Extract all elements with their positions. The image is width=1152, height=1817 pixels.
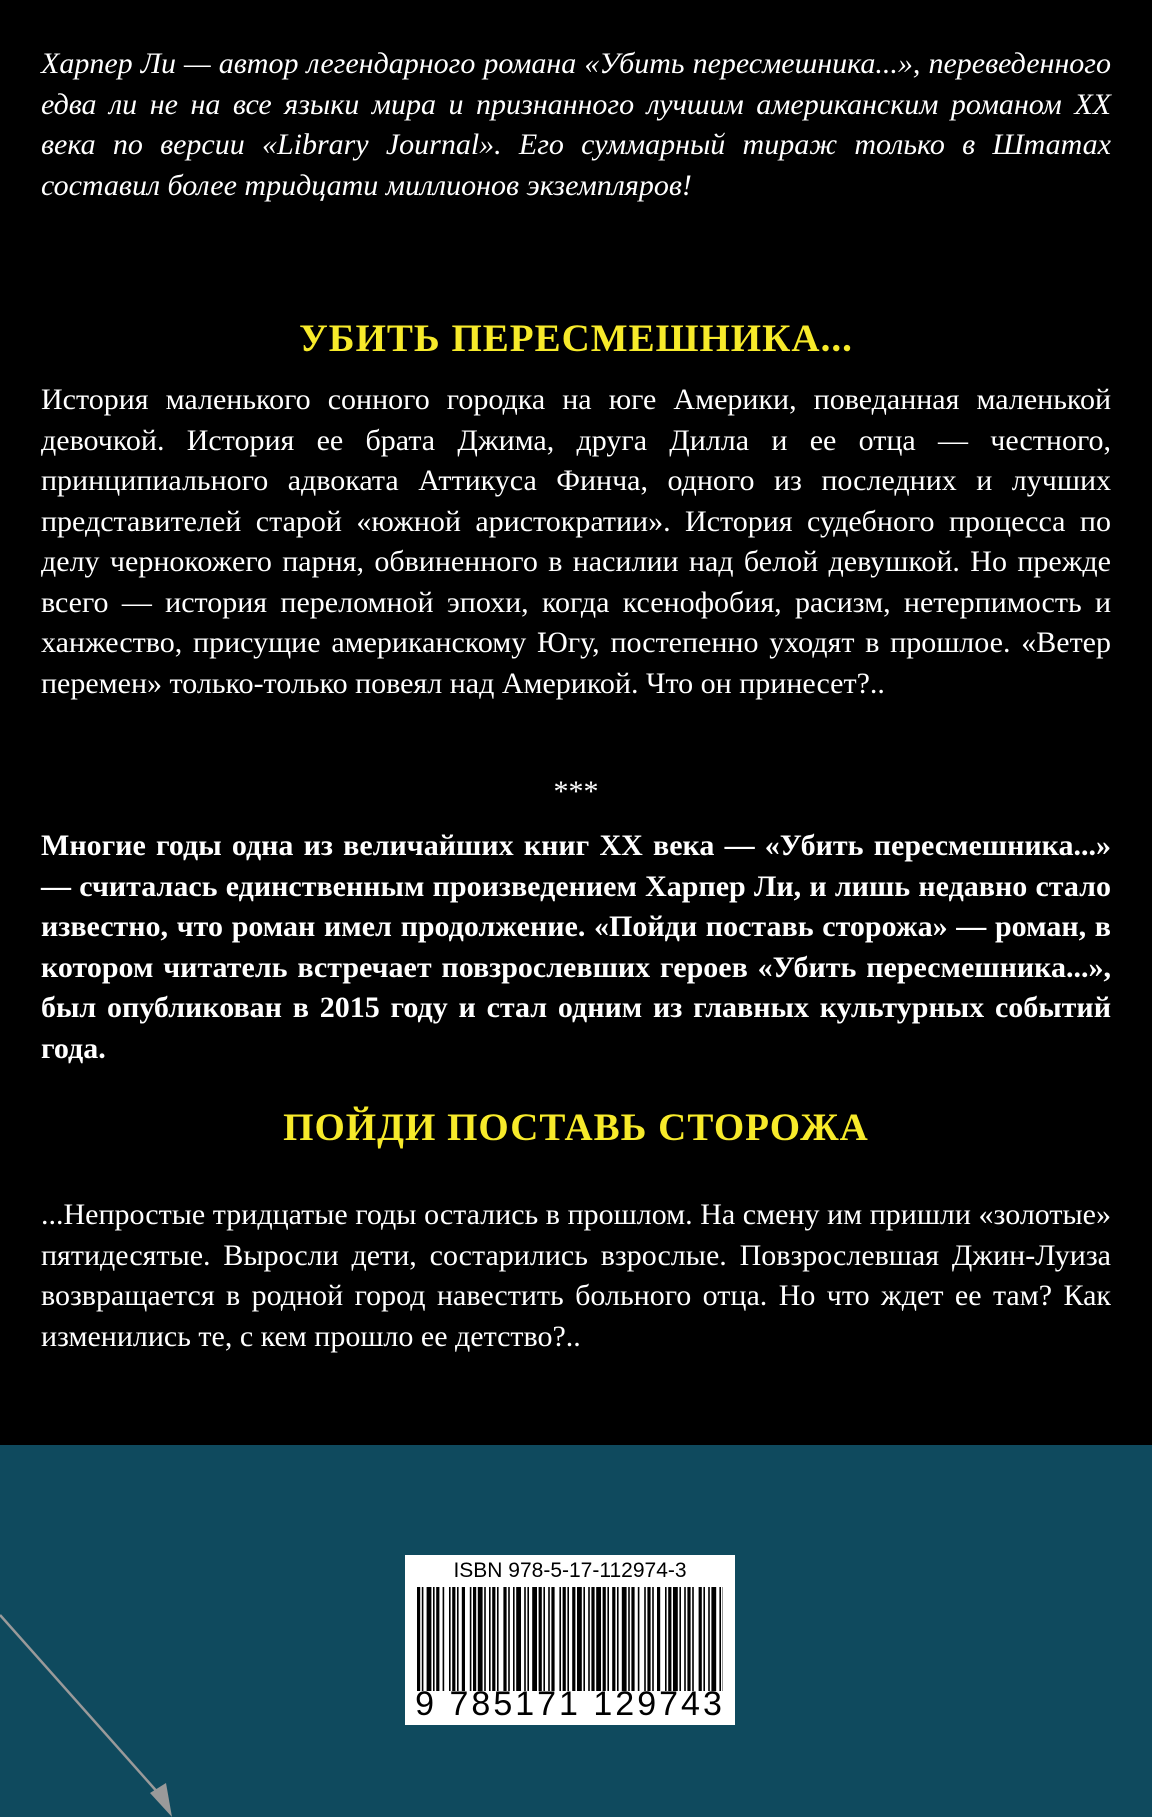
barcode-bar [551,1587,554,1691]
section-2-title: ПОЙДИ ПОСТАВЬ СТОРОЖА [283,1106,869,1149]
barcode-bar [699,1587,702,1691]
barcode-bar [596,1587,601,1691]
barcode-bar [563,1587,566,1691]
barcode-bar [422,1587,424,1691]
barcode-bar [644,1587,646,1691]
barcode-bar [516,1587,521,1691]
barcode-bar [684,1587,686,1691]
barcode-bar [539,1587,542,1691]
barcode-bar [543,1587,545,1691]
barcode-bar [708,1587,710,1691]
barcode-bar [436,1587,439,1691]
barcode-bar [692,1587,694,1691]
section-1-title: УБИТЬ ПЕРЕСМЕШНИКА... [299,317,853,360]
barcode-bar [617,1587,619,1691]
barcode-bar [524,1587,526,1691]
barcode-bar [711,1587,716,1691]
barcode-bar [452,1587,455,1691]
barcode-bar [433,1587,435,1691]
barcode-bar [673,1587,678,1691]
barcode-bar [622,1587,627,1691]
barcode-bar [588,1587,590,1691]
barcode-bar [657,1587,660,1691]
barcode-bar [532,1587,537,1691]
barcode-bar [591,1587,594,1691]
barcode-bar [457,1587,459,1691]
barcode-bar [668,1587,671,1691]
intro-paragraph: Харпер Ли — автор легендарного романа «Убить пересмешника...», переведенного едва ли не на все языки мира и признанного лучшим американским романом XX века по версии «Library Journal». Его суммарный тираж только в Штатах составил более тридцати миллионов экземпляров! [41,47,1111,202]
barcode-bar [548,1587,550,1691]
barcode-bar [473,1587,476,1691]
barcode-bar [492,1587,495,1691]
barcode-bar [497,1587,499,1691]
barcode-bar [449,1587,451,1691]
ean-digits: 9 785171 129743 [415,1685,725,1723]
barcode-bar [607,1587,609,1691]
barcode-bar [679,1587,681,1691]
barcode-bar [703,1587,705,1691]
barcode-bar [478,1587,483,1691]
separator: *** [553,775,599,808]
barcode-bar [638,1587,640,1691]
barcode-bar [647,1587,650,1691]
barcode-bar [652,1587,654,1691]
barcode-bar [572,1587,575,1691]
barcode-bar [687,1587,690,1691]
bold-paragraph: Многие годы одна из величайших книг XX века — «Убить пересмешника...» — считалась единственным произведением Харпер Ли, и лишь недавно стало известно, что роман имел продолжение. «Пойди поставь сторожа» — роман, в котором читатель встречает повзрослевших героев «Убить пересмешника...», был опубликован в 2015 году и стал одним из главных культурных событий года. [41,829,1111,1065]
barcode-bars [417,1587,723,1691]
isbn-barcode [405,1555,735,1725]
barcode-bar [583,1587,585,1691]
barcode-bar [628,1587,630,1691]
barcode-bar [443,1587,445,1691]
barcode-bar [417,1587,420,1691]
barcode-bar [612,1587,615,1691]
barcode-bar [719,1587,721,1691]
barcode-bar [603,1587,606,1691]
barcode-bar [567,1587,569,1691]
barcode-bar [577,1587,582,1691]
barcode-bar [631,1587,634,1691]
barcode-bar [559,1587,561,1691]
barcode-bar [513,1587,515,1691]
barcode-bar [470,1587,472,1691]
barcode-bar [462,1587,465,1691]
section-2-body: ...Непростые тридцатые годы остались в прошлом. На смену им пришли «золотые» пятидесятые. Выросли дети, состарились взрослые. Повзрослевшая Джин-Луиза возвращается в родной город навестить больного отца. Но что ждет ее там? Как изменились те, с кем прошло ее детство?.. [41,1198,1111,1353]
isbn-label: ISBN 978-5-17-112974-3 [453,1559,687,1582]
barcode-bar [527,1587,529,1691]
section-1-body: История маленького сонного городка на юге Америки, поведанная маленькой девочкой. История ее брата Джима, друга Дилла и ее отца — честного, принципиального адвоката Аттикуса Финча, одного из последних и лучших представителей старой «южной аристократии». История судебного процесса по делу чернокожего парня, обвиненного в насилии над белой девушкой. Но прежде всего — история переломной эпохи, когда ксенофобия, расизм, нетерпимость и ханжество, присущие американскому Югу, постепенно уходят в прошлое. «Ветер перемен» только-только повеял над Америкой. Что он принесет?.. [41,383,1111,700]
barcode-bar [427,1587,432,1691]
barcode-bar [508,1587,510,1691]
barcode-bar [665,1587,667,1691]
barcode-bar [489,1587,491,1691]
barcode-bar [484,1587,486,1691]
barcode-bar [503,1587,506,1691]
